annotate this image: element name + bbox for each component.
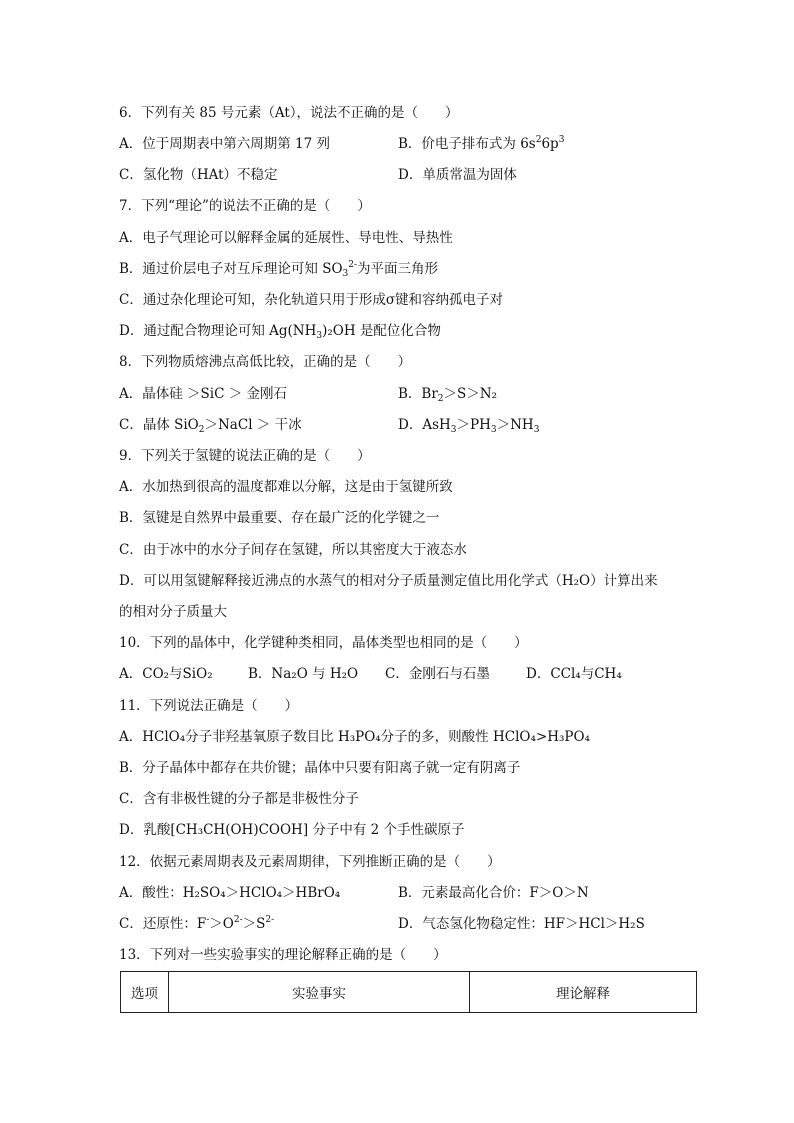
- q6-option-d: D．单质常温为固体: [398, 167, 517, 183]
- q8-stem: 8．下列物质熔沸点高低比较，正确的是（ ）: [119, 354, 412, 370]
- q7-option-c: C．通过杂化理论可知，杂化轨道只用于形成σ键和容纳孤电子对: [119, 292, 504, 308]
- table-header-option: 选项: [121, 972, 169, 1013]
- q10-option-c: C．金刚石与石墨: [385, 666, 490, 682]
- q9-option-a: A．水加热到很高的温度都难以分解，这是由于氢键所致: [119, 479, 453, 495]
- q11-option-d: D．乳酸[CH₃CH(OH)COOH] 分子中有 2 个手性碳原子: [119, 822, 465, 838]
- q12-stem: 12．依据元素周期表及元素周期律，下列推断正确的是（ ）: [119, 854, 501, 870]
- q9-option-c: C．由于冰中的水分子间存在氢键，所以其密度大于液态水: [119, 542, 467, 558]
- q11-option-b: B．分子晶体中都存在共价键；晶体中只要有阳离子就一定有阴离子: [119, 760, 521, 776]
- q6-option-b: B．价电子排布式为 $6s^26p^3$: [398, 135, 565, 152]
- table-header-row: [121, 972, 697, 1013]
- q9-option-d-line2: 的相对分子质量大: [119, 604, 227, 620]
- q11-stem: 11．下列说法正确是（ ）: [119, 698, 299, 714]
- table-header-explanation: 理论解释: [470, 972, 697, 1013]
- q10-option-d: D．CCl₄与CH₄: [526, 666, 622, 682]
- q10-option-b: B．Na₂O 与 H₂O: [248, 666, 359, 682]
- q8-option-d: D．$AsH_3>PH_3>NH_3$: [398, 417, 540, 435]
- q11-option-c: C．含有非极性键的分子都是非极性分子: [119, 791, 359, 807]
- q11-option-a: A．HClO₄分子非羟基氧原子数目比 H₃PO₄分子的多，则酸性 HClO₄>H₃PO₄: [119, 729, 590, 745]
- q13-stem: 13．下列对一些实验事实的理论解释正确的是（ ）: [119, 947, 447, 963]
- q7-option-a: A．电子气理论可以解释金属的延展性、导电性、导热性: [119, 230, 453, 246]
- q12-option-a: A．酸性：H₂SO₄＞HClO₄＞HBrO₄: [119, 885, 341, 901]
- q8-option-b: B．$Br_2>S>N_2$: [398, 386, 498, 404]
- table-header-fact: 实验事实: [169, 972, 470, 1013]
- q6-stem: 6．下列有关 85 号元素（At），说法不正确的是（ ）: [119, 105, 459, 121]
- q6-option-c: C．氢化物（HAt）不稳定: [119, 167, 278, 183]
- q7-stem: 7．下列“理论”的说法不正确的是（ ）: [119, 198, 371, 214]
- q12-option-c: C．还原性：$F^->O^{2-}>S^{2-}$: [119, 915, 275, 932]
- q12-option-d: D．气态氢化物稳定性：HF＞HCl＞H₂S: [398, 916, 645, 932]
- q8-option-a: A．晶体硅 ＞SiC ＞ 金刚石: [119, 386, 288, 402]
- q10-option-a: A．CO₂与SiO₂: [119, 666, 213, 682]
- q9-option-b: B．氢键是自然界中最重要、存在最广泛的化学键之一: [119, 510, 440, 526]
- q7-option-b: B．通过价层电子对互斥理论可知 $SO_3^{2-}$为平面三角形: [119, 260, 439, 279]
- q10-stem: 10．下列的晶体中，化学键种类相同，晶体类型也相同的是（ ）: [119, 635, 528, 651]
- q9-option-d-line1: D．可以用氢键解释接近沸点的水蒸气的相对分子质量测定值比用化学式（H₂O）计算出来: [119, 573, 658, 589]
- q9-stem: 9．下列关于氢键的说法正确的是（ ）: [119, 448, 371, 464]
- q13-table: [120, 971, 697, 1013]
- q12-option-b: B．元素最高化合价：F＞O＞N: [398, 885, 589, 901]
- q7-option-d: D．通过配合物理论可知 $Ag(NH_3)_2OH$ 是配位化合物: [119, 323, 441, 341]
- q8-option-c: C．晶体 SiO$_2$＞NaCl ＞ 干冰: [119, 417, 302, 435]
- q6-option-a: A．位于周期表中第六周期第 17 列: [119, 136, 331, 152]
